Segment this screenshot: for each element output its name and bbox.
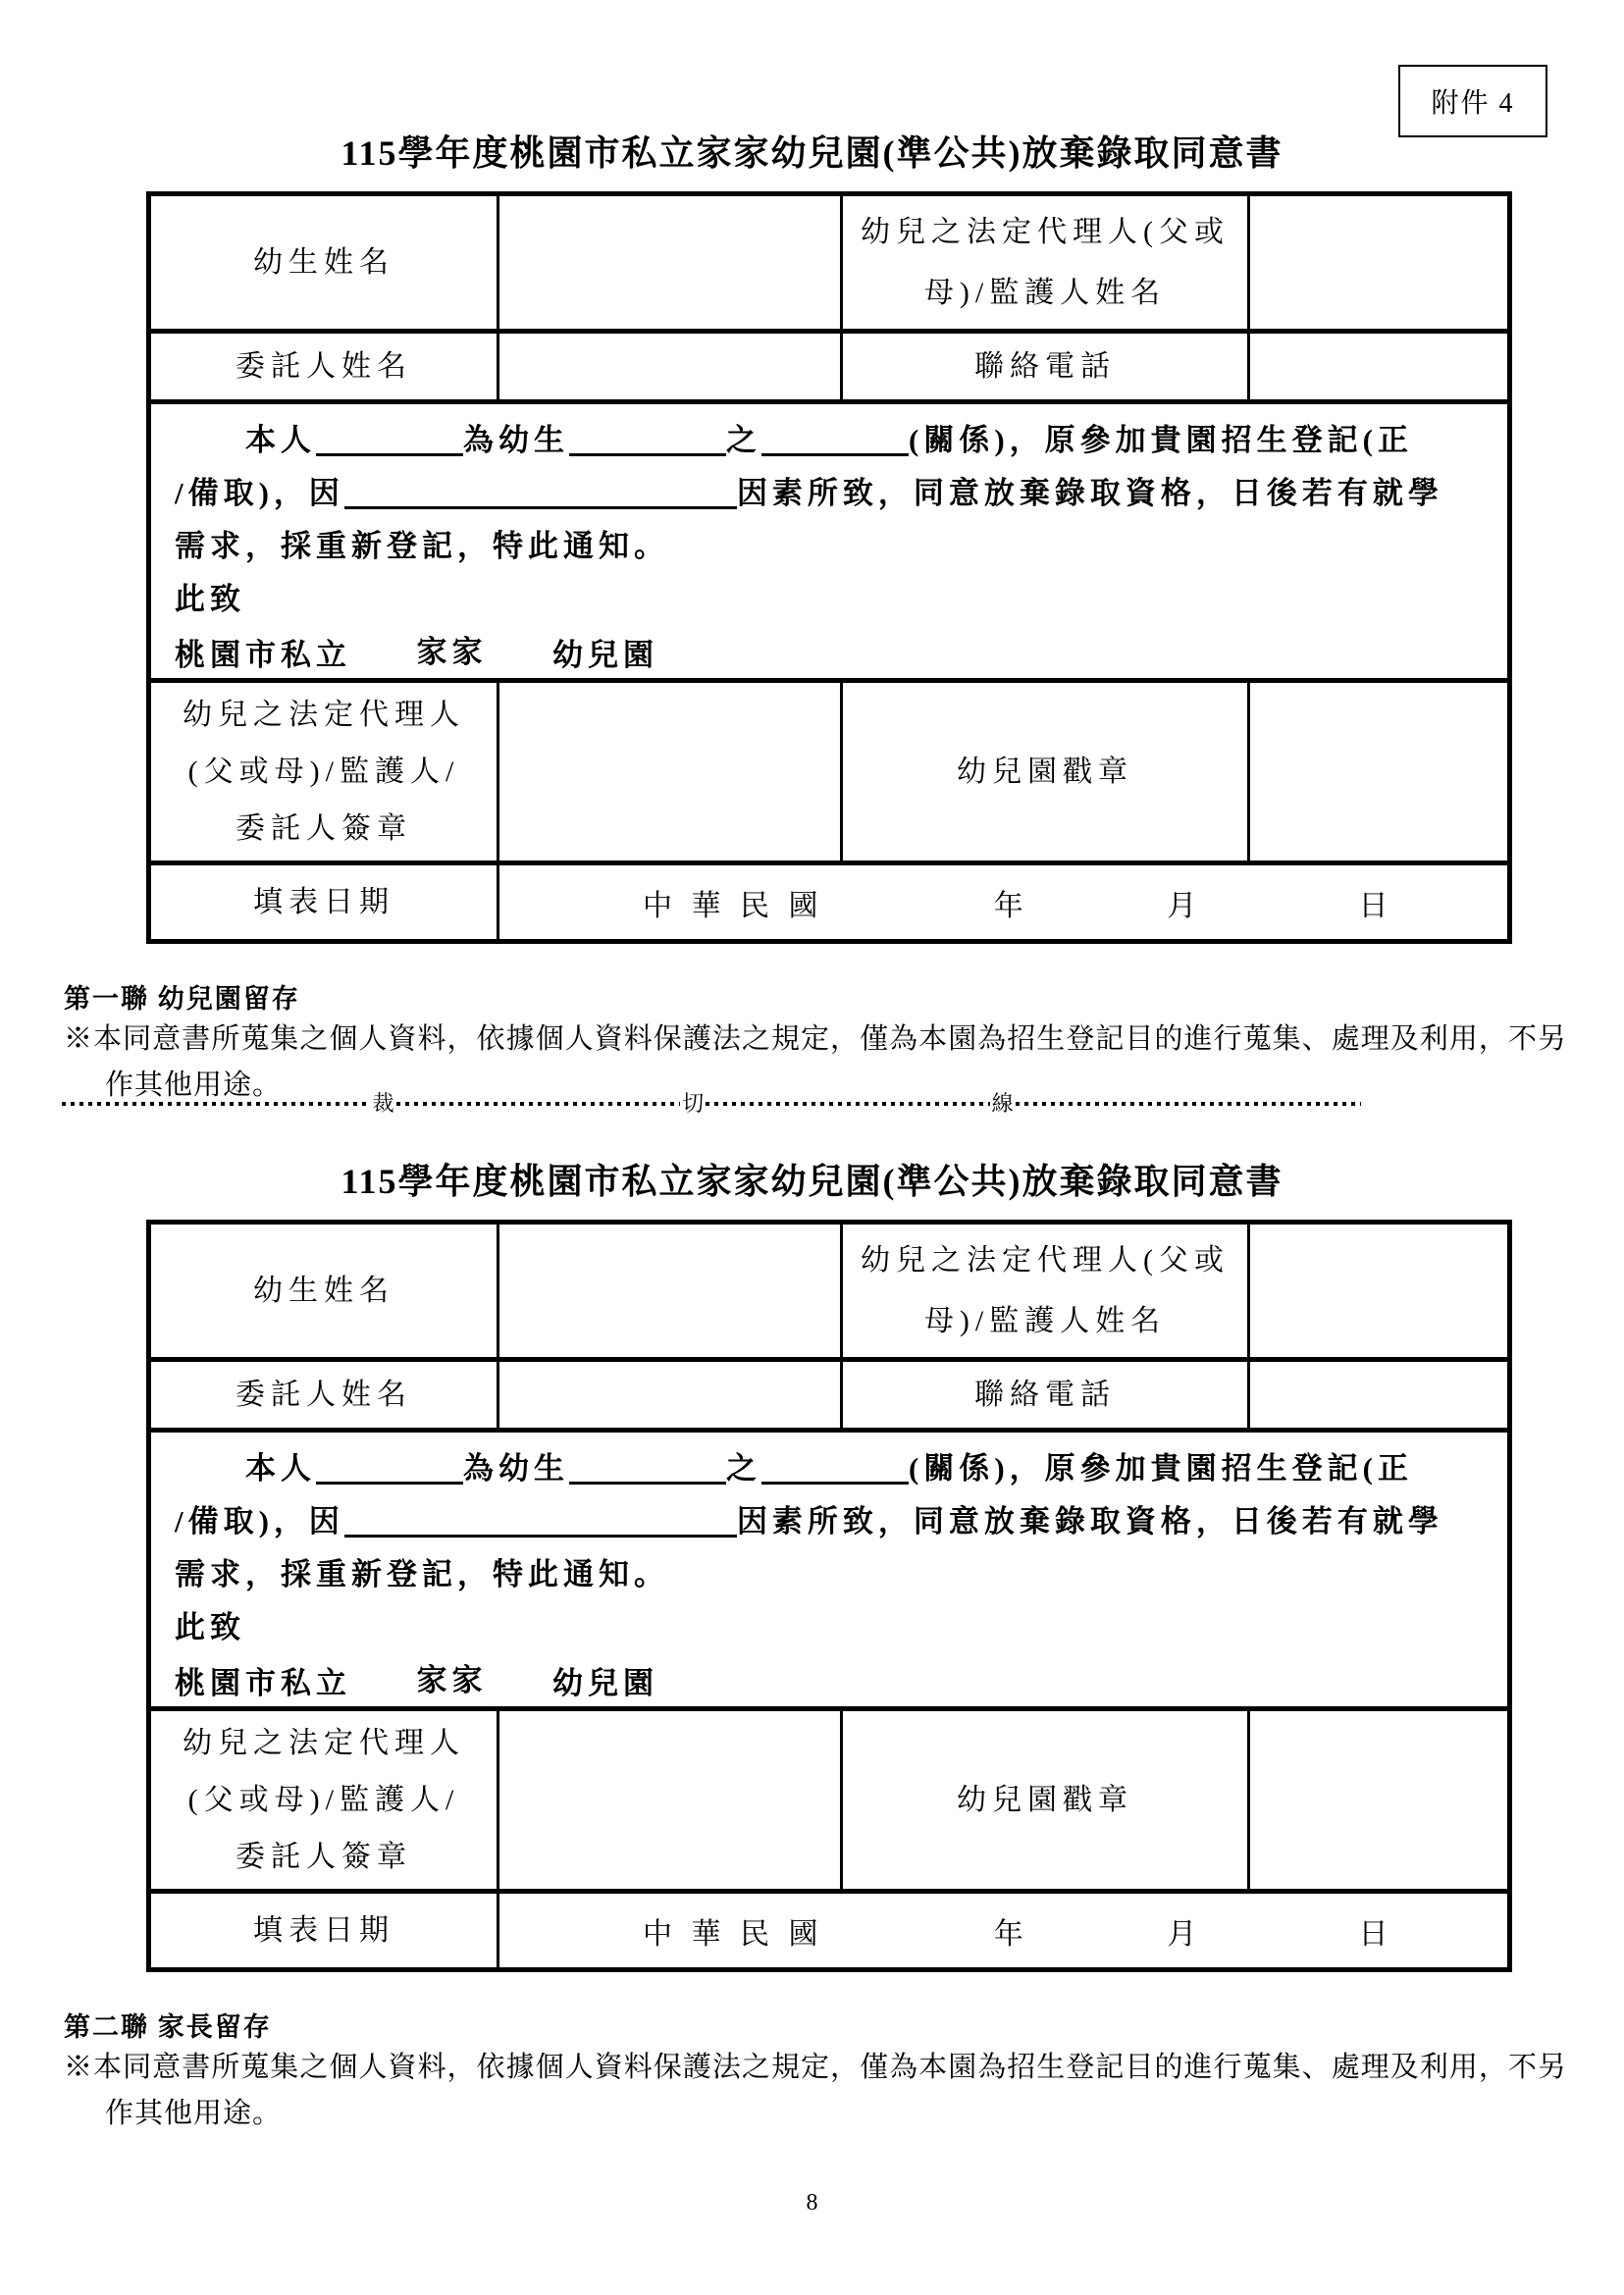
table-row (151, 1362, 1507, 1433)
form-title: 115學年度桃園市私立家家幼兒園(準公共)放棄錄取同意書 (341, 133, 1283, 173)
signature-label: 幼兒之法定代理人 (父或母)/監護人/ 委託人簽章 (151, 1711, 499, 1889)
roc-era-label: 中 華 民 國 (643, 1917, 824, 1951)
fill-in-blank[interactable] (344, 506, 737, 509)
table-row (151, 865, 1507, 939)
statement-paragraph (151, 404, 1507, 678)
seal-label: 幼兒園戳章 (843, 1711, 1250, 1889)
phone-input-cell[interactable] (1250, 1362, 1507, 1428)
privacy-note: ※本同意書所蒐集之個人資料，依據個人資料保護法之規定，僅為本園為招生登記目的進行蒐集、處理及利用，不另作其他用途。 (64, 2052, 1567, 2129)
table-row (151, 404, 1507, 683)
page-number: 8 (806, 2190, 818, 2216)
fill-in-blank[interactable] (344, 1535, 737, 1538)
copy1-keep-label: 第一聯 幼兒園留存 (64, 984, 300, 1014)
table-row (151, 334, 1507, 404)
guardian-name-label: 幼兒之法定代理人(父或母)/監護人姓名 (843, 196, 1250, 329)
day-label: 日 (1358, 889, 1394, 922)
month-label: 月 (1167, 1917, 1203, 1951)
fill-in-blank[interactable] (316, 453, 463, 456)
table-row (151, 1225, 1507, 1362)
delegate-name-label: 委託人姓名 (151, 1362, 499, 1428)
cut-line-dots (706, 1102, 989, 1106)
student-name-label: 幼生姓名 (151, 1225, 499, 1357)
cut-line-dots (62, 1102, 371, 1106)
table-row (151, 1894, 1507, 1967)
statement-line: 本人 為幼生 之 (關係)，原參加貴園招生登記(正 (175, 423, 1413, 457)
privacy-note: ※本同意書所蒐集之個人資料，依據個人資料保護法之規定，僅為本園為招生登記目的進行蒐集、處理及利用，不另作其他用途。 (64, 1023, 1567, 1101)
student-name-input-cell[interactable] (499, 196, 843, 329)
guardian-name-input-cell[interactable] (1250, 1225, 1507, 1357)
statement-line: 本人 為幼生 之 (關係)，原參加貴園招生登記(正 (175, 1451, 1413, 1486)
cut-line (62, 1090, 1361, 1118)
cut-line-char: 線 (991, 1091, 1014, 1116)
attachment-label: 附件 4 (1431, 88, 1515, 119)
copy2-keep-label: 第二聯 家長留存 (64, 2012, 272, 2042)
fill-in-blank[interactable] (569, 453, 726, 456)
fill-in-blank[interactable] (761, 453, 909, 456)
student-name-label: 幼生姓名 (151, 196, 499, 329)
phone-label: 聯絡電話 (843, 334, 1250, 399)
cut-line-char: 裁 (372, 1091, 394, 1116)
underlined-fill-in[interactable]: 家家 (351, 1654, 552, 1710)
table-row (151, 1433, 1507, 1711)
signature-input-cell[interactable] (499, 683, 843, 861)
statement-line: 此致 (175, 582, 245, 616)
cut-line-dots (1016, 1102, 1361, 1106)
cut-line-char: 切 (682, 1091, 705, 1116)
statement-line: 桃園市私立 家家 幼兒園 (175, 1654, 1484, 1707)
seal-input-cell[interactable] (1250, 1711, 1507, 1889)
statement-line: 桃園市私立 家家 幼兒園 (175, 626, 1484, 679)
statement-line: /備取)，因 因素所致，同意放棄錄取資格，日後若有就學 (175, 476, 1443, 510)
year-label: 年 (993, 1917, 1029, 1951)
signature-label: 幼兒之法定代理人 (父或母)/監護人/ 委託人簽章 (151, 683, 499, 861)
guardian-name-input-cell[interactable] (1250, 196, 1507, 329)
form-copy-1 (0, 126, 1624, 1156)
day-label: 日 (1358, 1917, 1394, 1951)
student-name-input-cell[interactable] (499, 1225, 843, 1357)
delegate-name-label: 委託人姓名 (151, 334, 499, 399)
phone-input-cell[interactable] (1250, 334, 1507, 399)
table-row (151, 196, 1507, 334)
delegate-name-input-cell[interactable] (499, 1362, 843, 1428)
delegate-name-input-cell[interactable] (499, 334, 843, 399)
consent-form-table (146, 1220, 1512, 1972)
guardian-name-label: 幼兒之法定代理人(父或母)/監護人姓名 (843, 1225, 1250, 1357)
fill-in-blank[interactable] (761, 1482, 909, 1485)
date-input-cell[interactable] (499, 865, 1507, 939)
roc-era-label: 中 華 民 國 (643, 889, 824, 922)
date-input-cell[interactable] (499, 1894, 1507, 1967)
statement-line: /備取)，因 因素所致，同意放棄錄取資格，日後若有就學 (175, 1504, 1443, 1539)
month-label: 月 (1167, 889, 1203, 922)
statement-line: 需求，採重新登記，特此通知。 (175, 529, 669, 563)
table-row (151, 683, 1507, 865)
statement-paragraph (151, 1433, 1507, 1706)
date-label: 填表日期 (151, 1894, 499, 1967)
seal-input-cell[interactable] (1250, 683, 1507, 861)
date-label: 填表日期 (151, 865, 499, 939)
form-title: 115學年度桃園市私立家家幼兒園(準公共)放棄錄取同意書 (341, 1162, 1283, 1201)
cut-line-dots (396, 1102, 680, 1106)
year-label: 年 (993, 889, 1029, 922)
signature-input-cell[interactable] (499, 1711, 843, 1889)
table-row (151, 1711, 1507, 1894)
underlined-fill-in[interactable]: 家家 (351, 626, 552, 682)
fill-in-blank[interactable] (316, 1482, 463, 1485)
fill-in-blank[interactable] (569, 1482, 726, 1485)
statement-line: 此致 (175, 1610, 245, 1644)
statement-line: 需求，採重新登記，特此通知。 (175, 1557, 669, 1591)
phone-label: 聯絡電話 (843, 1362, 1250, 1428)
consent-form-table (146, 191, 1512, 944)
form-copy-2 (0, 1154, 1624, 2184)
seal-label: 幼兒園戳章 (843, 683, 1250, 861)
